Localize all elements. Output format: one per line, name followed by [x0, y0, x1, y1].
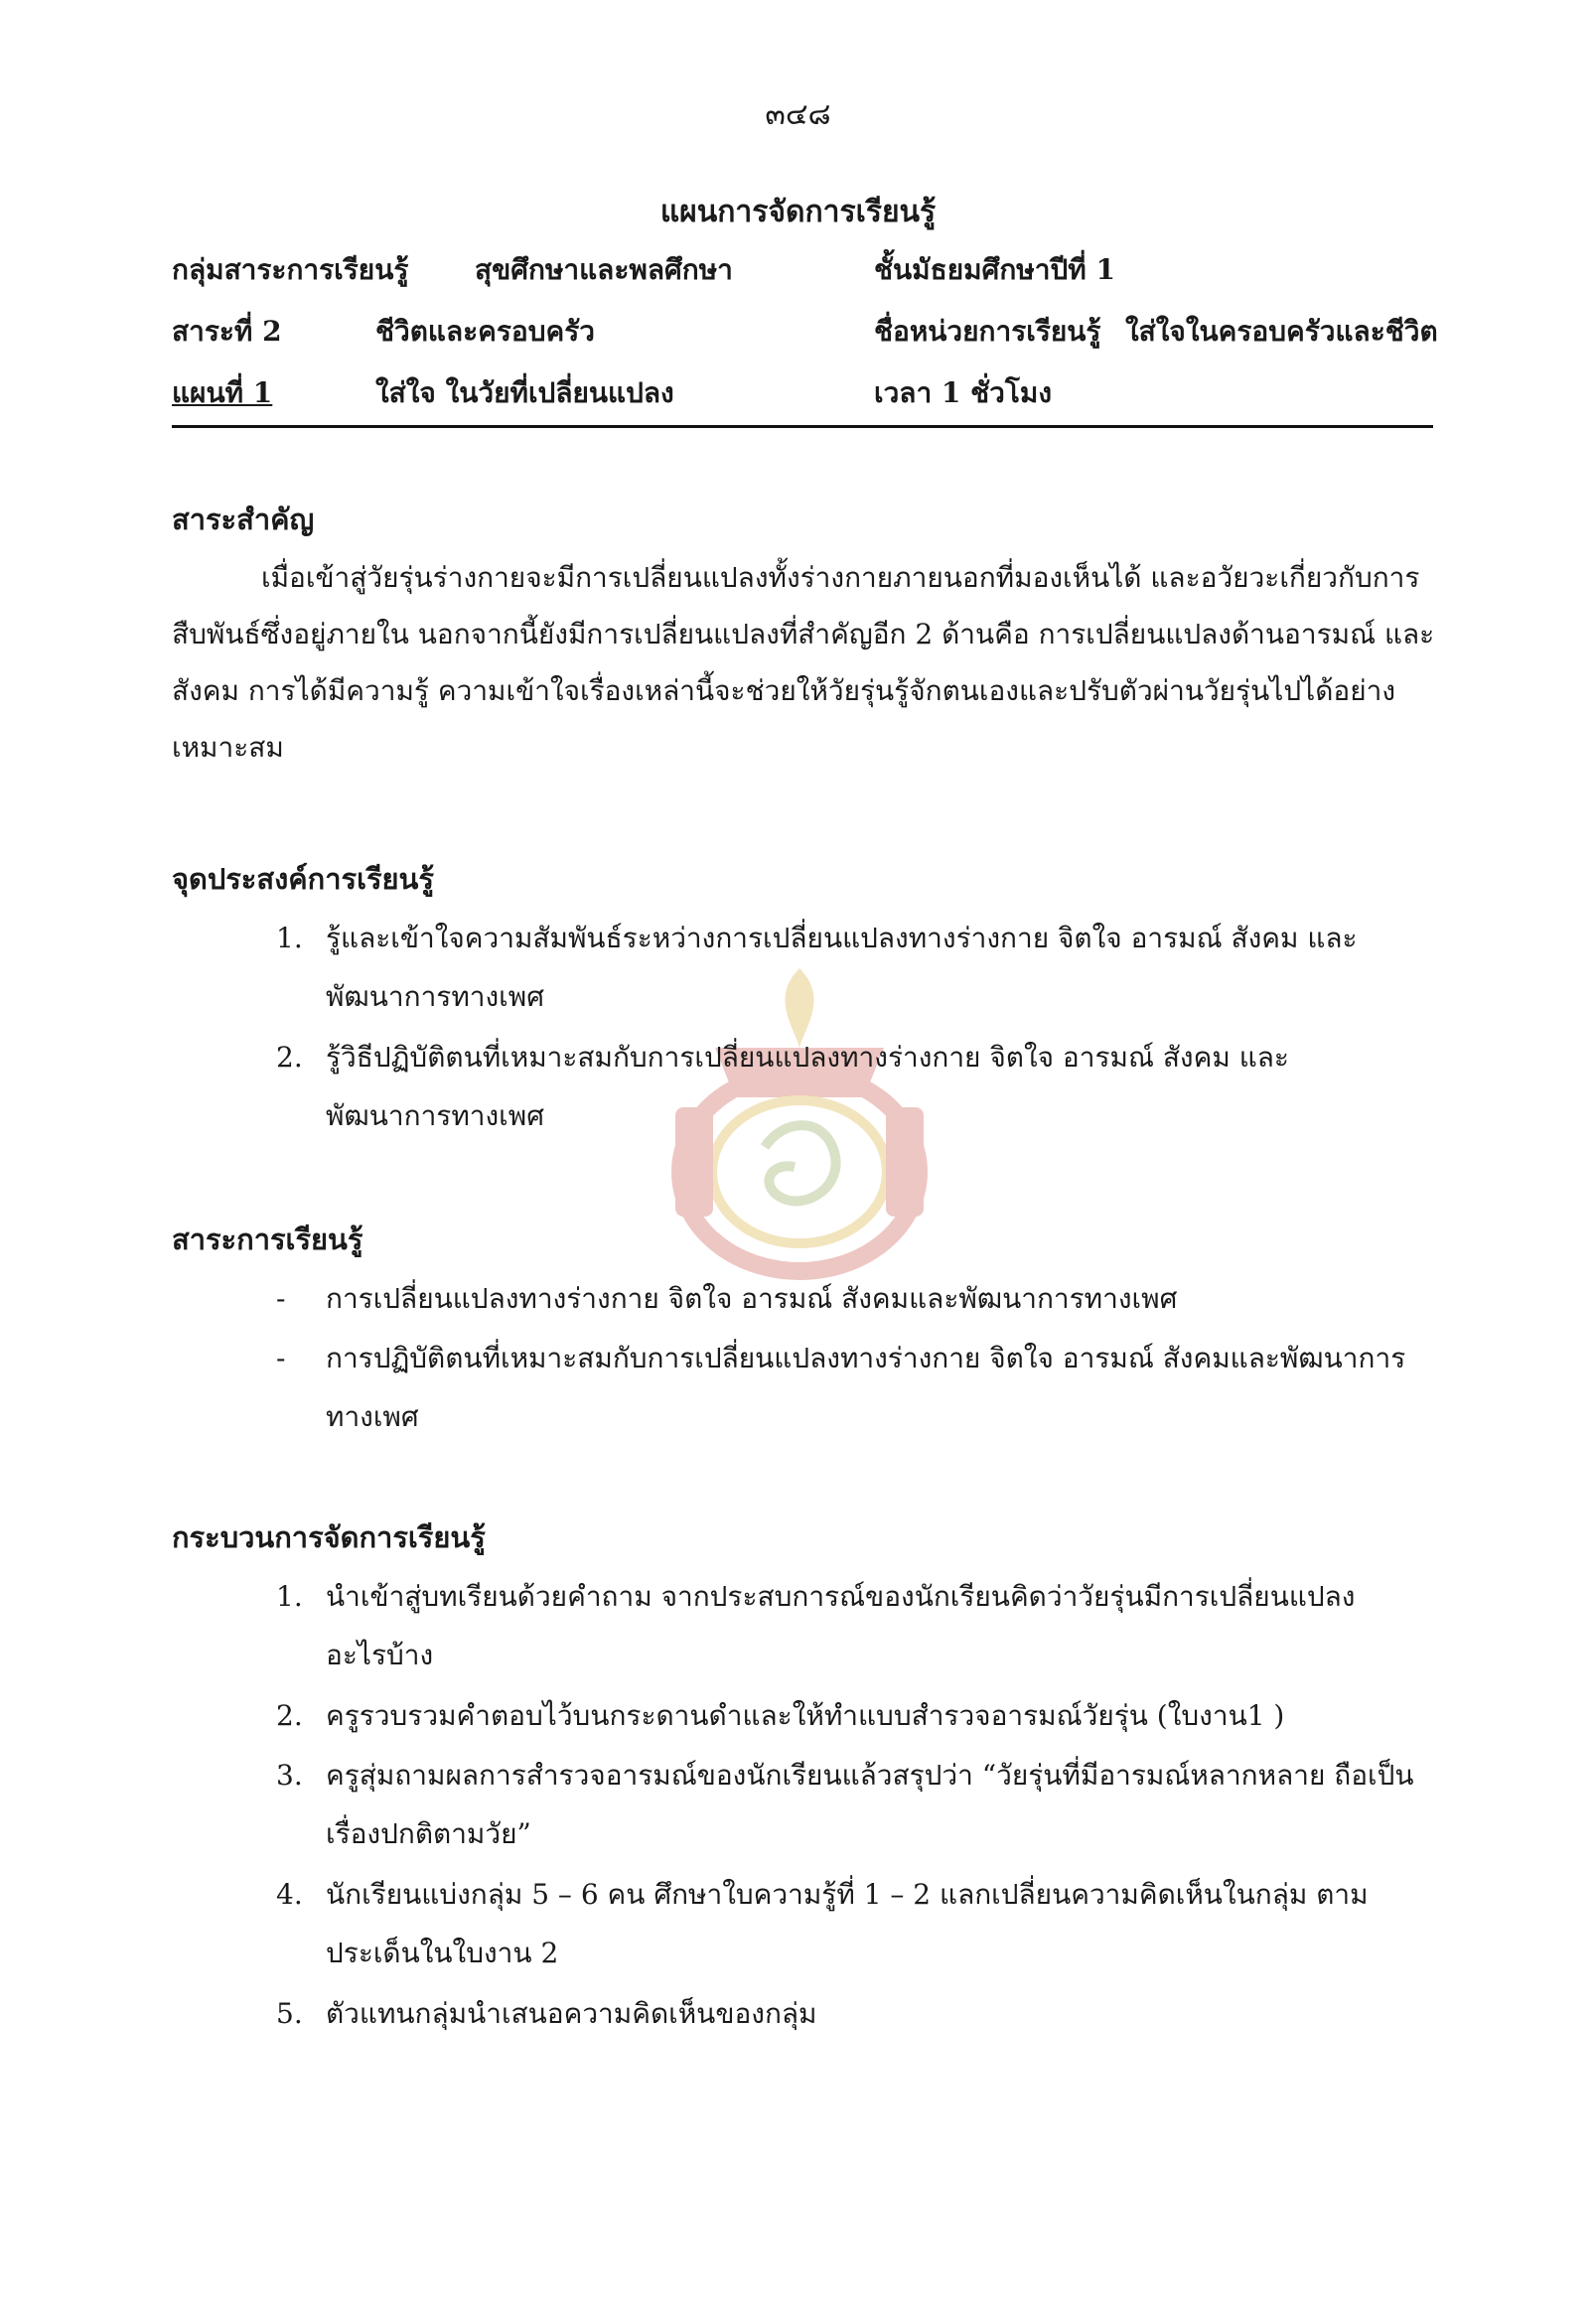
list-marker: 2.	[276, 1041, 303, 1074]
list-marker: 3.	[276, 1759, 303, 1792]
list-marker: -	[276, 1282, 286, 1315]
list-marker: -	[276, 1342, 286, 1374]
page-title: แผนการจัดการเรียนรู้	[659, 195, 937, 229]
strand-label: สาระที่ 2	[172, 315, 282, 348]
unit-label: ชื่อหน่วยการเรียนรู้	[874, 315, 1101, 348]
header-row-plan	[172, 371, 1433, 421]
subject-group-value: สุขศึกษาและพลศึกษา	[475, 253, 733, 286]
objective-line: พัฒนาการทางเพศ	[326, 980, 544, 1013]
essence-paragraph	[172, 549, 1433, 776]
essence-line: เมื่อเข้าสู่วัยรุ่นร่างกายจะมีการเปลี่ยนแปลงทั้งร่างกายภายนอกที่มองเห็นได้ และอวัยวะเกี่ยวกับการ	[261, 561, 1420, 594]
list-marker: 1.	[276, 1580, 303, 1613]
list-marker: 2.	[276, 1699, 303, 1732]
page-number: ๓๔๘	[765, 97, 831, 132]
process-line: ตัวแทนกลุ่มนำเสนอความคิดเห็นของกลุ่ม	[326, 1997, 817, 2030]
header-divider	[172, 425, 1433, 428]
header-row-subject	[172, 248, 1433, 298]
content-line: ทางเพศ	[326, 1400, 419, 1433]
process-line: อะไรบ้าง	[326, 1639, 434, 1671]
time-value: เวลา 1 ชั่วโมง	[874, 376, 1053, 409]
section-heading-essence: สาระสำคัญ	[172, 503, 315, 536]
content-line: การปฏิบัติตนที่เหมาะสมกับการเปลี่ยนแปลงทางร่างกาย จิตใจ อารมณ์ สังคมและพัฒนาการ	[326, 1342, 1406, 1374]
process-line: ประเด็นในใบงาน 2	[326, 1937, 559, 1969]
header-row-strand	[172, 310, 1438, 360]
essence-line: เหมาะสม	[172, 731, 284, 764]
section-heading-process: กระบวนการจัดการเรียนรู้	[172, 1520, 486, 1554]
section-heading-content: สาระการเรียนรู้	[172, 1223, 363, 1256]
process-line: นำเข้าสู่บทเรียนด้วยคำถาม จากประสบการณ์ของนักเรียนคิดว่าวัยรุ่นมีการเปลี่ยนแปลง	[326, 1580, 1356, 1613]
objective-line: พัฒนาการทางเพศ	[326, 1099, 544, 1132]
list-marker: 1.	[276, 922, 303, 954]
list-marker: 4.	[276, 1878, 303, 1911]
content-line: การเปลี่ยนแปลงทางร่างกาย จิตใจ อารมณ์ สังคมและพัฒนาการทางเพศ	[326, 1282, 1178, 1315]
section-heading-objectives: จุดประสงค์การเรียนรู้	[172, 862, 434, 896]
unit-value: ใส่ใจในครอบครัวและชีวิต	[1125, 315, 1438, 348]
process-line: ครูสุ่มถามผลการสำรวจอารมณ์ของนักเรียนแล้วสรุปว่า “วัยรุ่นที่มีอารมณ์หลากหลาย ถือเป็น	[326, 1759, 1414, 1792]
list-marker: 5.	[276, 1997, 303, 2030]
plan-label: แผนที่ 1	[172, 376, 273, 409]
essence-line: สืบพันธ์ซึ่งอยู่ภายใน นอกจากนี้ยังมีการเปลี่ยนแปลงที่สำคัญอีก 2 ด้านคือ การเปลี่ยนแปลงด้านอารมณ์ และ	[172, 618, 1435, 650]
process-line: ครูรวบรวมคำตอบไว้บนกระดานดำและให้ทำแบบสำรวจอารมณ์วัยรุ่น (ใบงาน1 )	[326, 1699, 1285, 1732]
plan-value: ใส่ใจ ในวัยที่เปลี่ยนแปลง	[375, 376, 674, 409]
subject-group-label: กลุ่มสาระการเรียนรู้	[172, 253, 409, 286]
process-line: นักเรียนแบ่งกลุ่ม 5 – 6 คน ศึกษาใบความรู้ที่ 1 – 2 แลกเปลี่ยนความคิดเห็นในกลุ่ม ตาม	[326, 1878, 1369, 1911]
process-line: เรื่องปกติตามวัย”	[326, 1817, 531, 1850]
essence-line: สังคม การได้มีความรู้ ความเข้าใจเรื่องเหล่านี้จะช่วยให้วัยรุ่นรู้จักตนเองและปรับตัวผ่านวัยรุ่นไปได้อย่าง	[172, 674, 1395, 707]
strand-value: ชีวิตและครอบครัว	[375, 315, 596, 348]
grade-level: ชั้นมัธยมศึกษาปีที่ 1	[874, 253, 1115, 286]
objective-line: รู้และเข้าใจความสัมพันธ์ระหว่างการเปลี่ยนแปลงทางร่างกาย จิตใจ อารมณ์ สังคม และ	[326, 922, 1358, 954]
objective-line: รู้วิธีปฏิบัติตนที่เหมาะสมกับการเปลี่ยนแปลงทางร่างกาย จิตใจ อารมณ์ สังคม และ	[326, 1041, 1289, 1074]
